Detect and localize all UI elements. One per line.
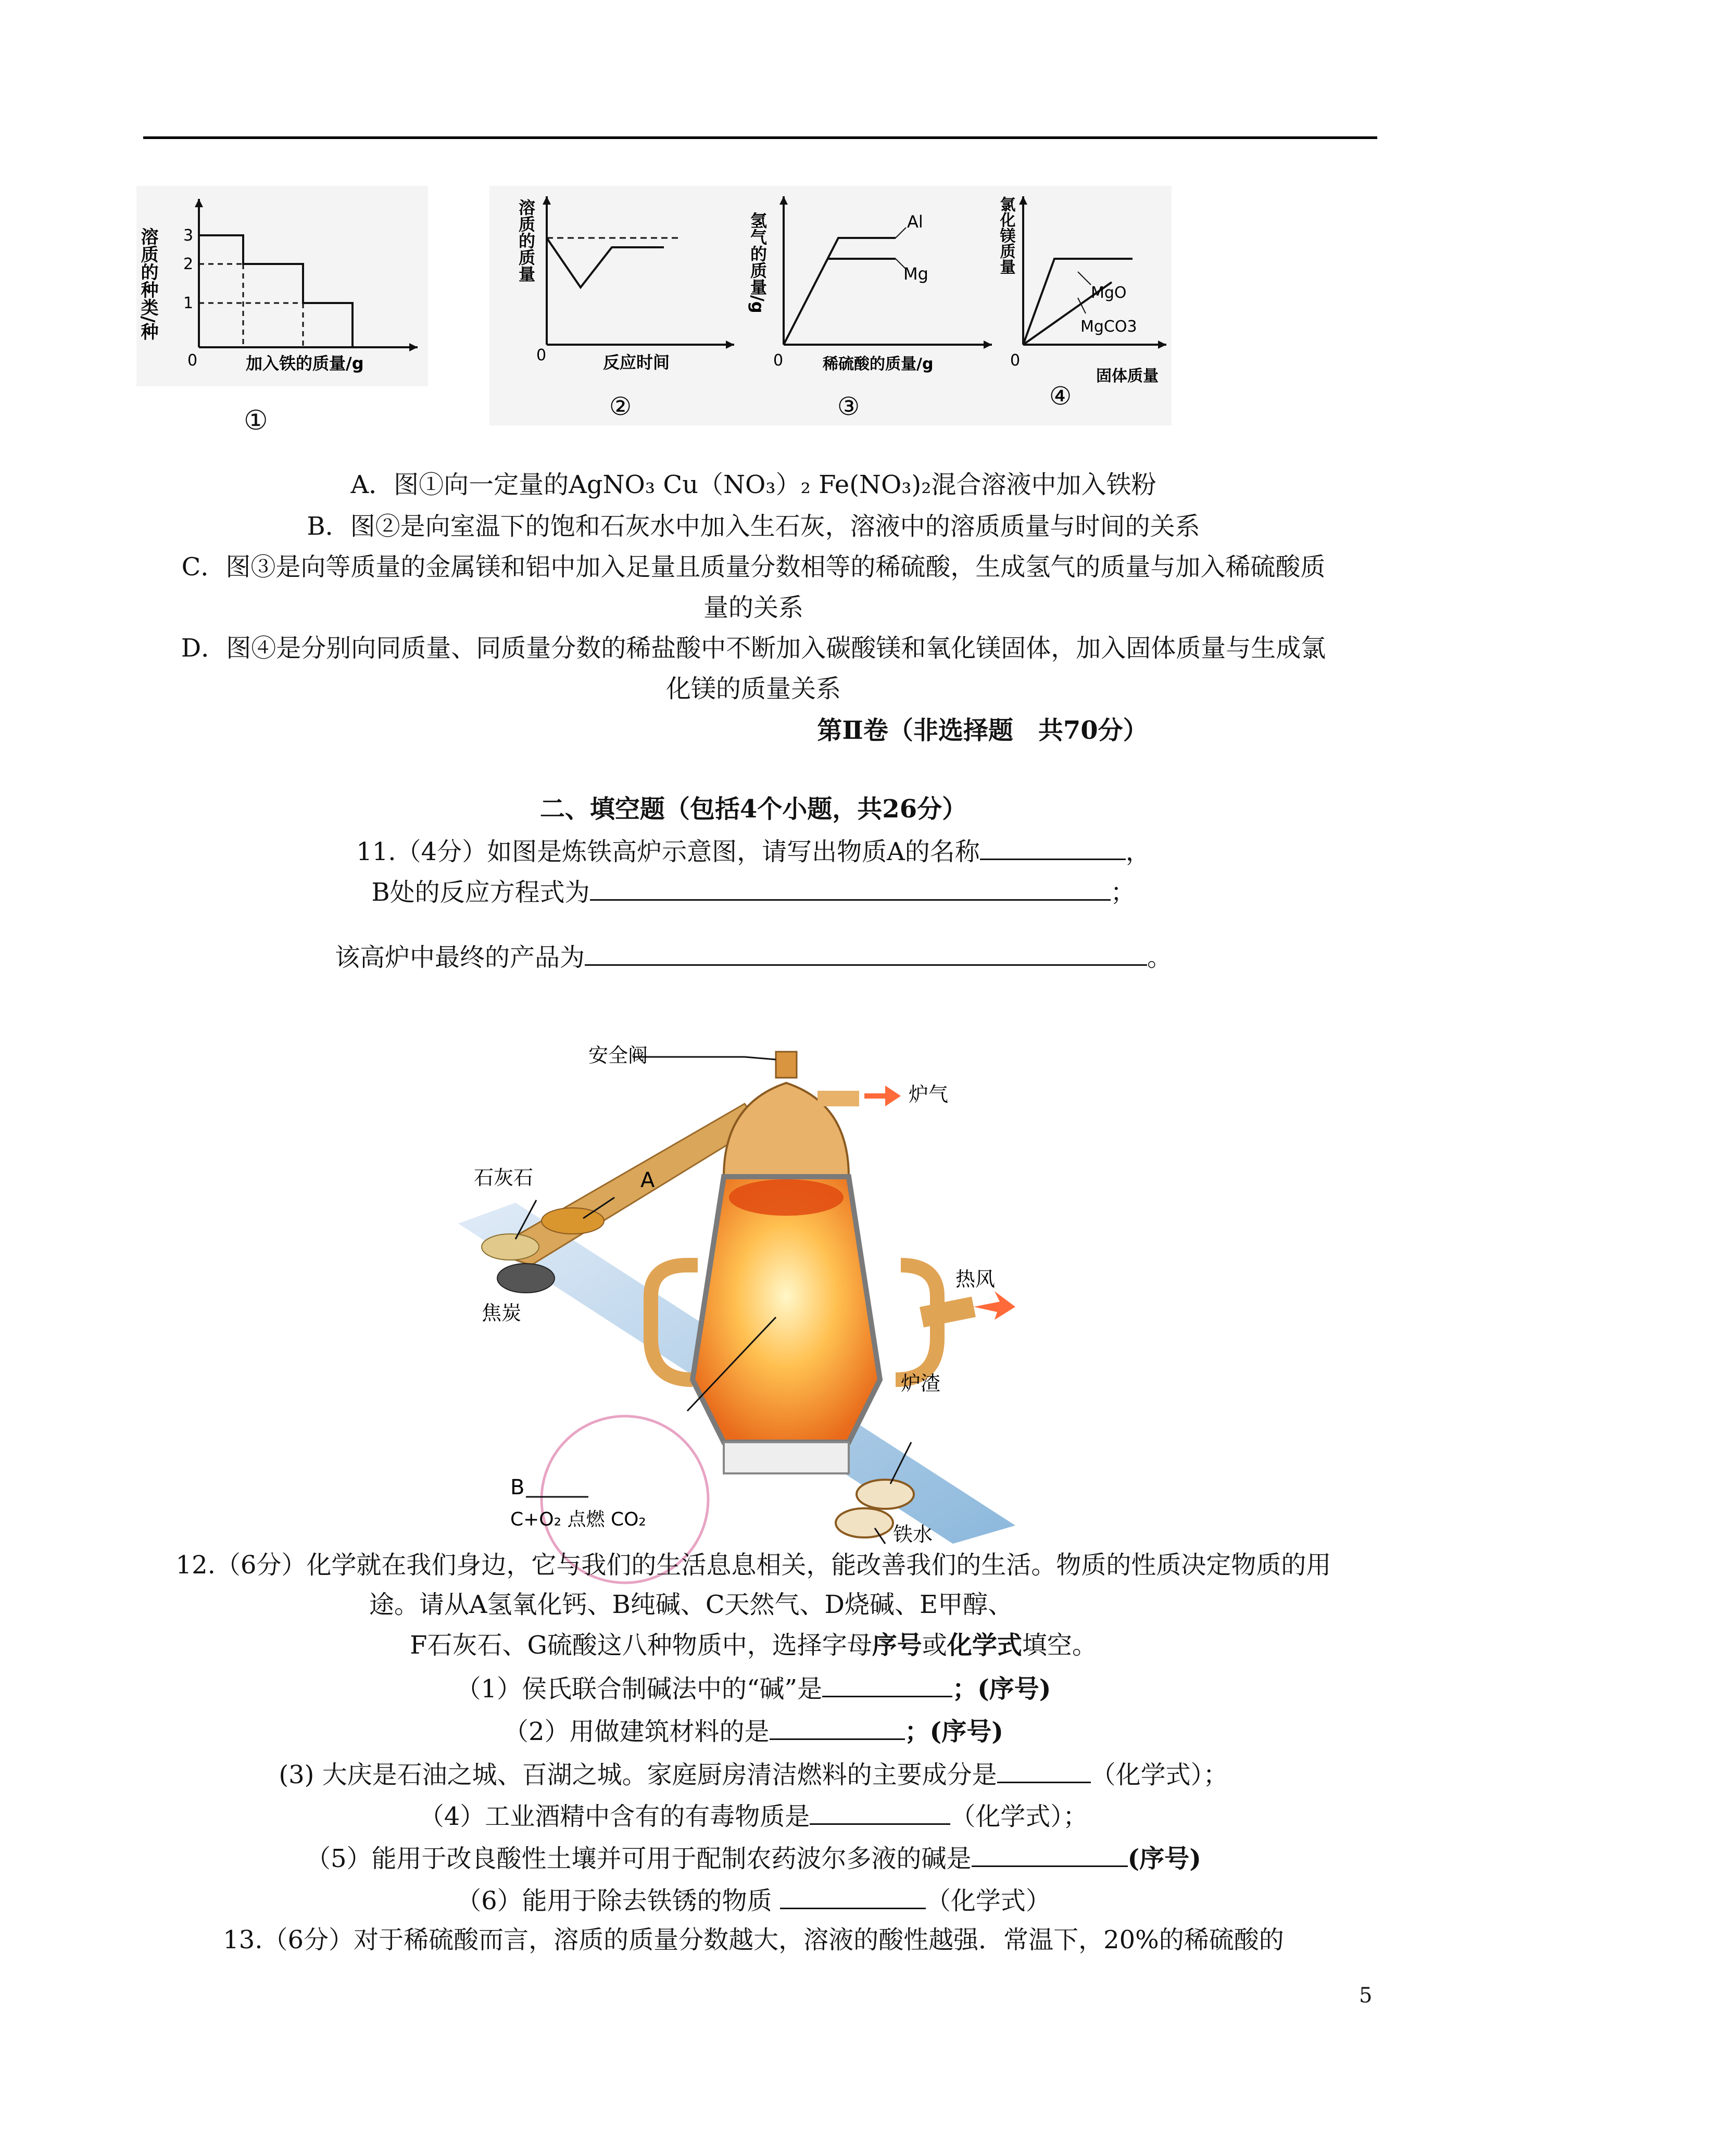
q12-sub1-text: （1）侯氏联合制碱法中的“碱”是 — [456, 1674, 823, 1704]
graph-2-y-label: 溶质的质量 — [516, 199, 536, 282]
graph-3-al-label: Al — [907, 212, 923, 232]
label-a: A — [640, 1168, 655, 1192]
q12-instruction-b: 序号 — [872, 1631, 922, 1660]
q12-line3 — [0, 1626, 1507, 1664]
graph-1-step-line — [199, 235, 353, 347]
q12-sub5-hint: (序号) — [1127, 1844, 1201, 1873]
option-b: B．图②是向室温下的饱和石灰水中加入生石灰，溶液中的溶质质量与时间的关系 — [307, 512, 1200, 541]
header-rule — [143, 136, 1377, 139]
label-slag: 炉渣 — [901, 1372, 941, 1395]
q12-sub6-text: （6）能用于除去铁锈的物质 — [456, 1886, 780, 1915]
label-b: B — [510, 1476, 525, 1499]
q12-sub1 — [0, 1669, 1507, 1708]
coke-pile — [497, 1264, 555, 1293]
graph-4-origin: 0 — [1010, 351, 1021, 370]
q12-line1: 12.（6分）化学就在我们身边，它与我们的生活息息相关，能改善我们的生活。物质的性质决定物质的用 — [175, 1550, 1331, 1580]
label-safety-valve: 安全阀 — [588, 1044, 648, 1067]
graph-2-solute-mass — [489, 186, 750, 425]
q12-instruction-e: 填空。 — [1022, 1631, 1097, 1660]
q13-line1: 13.（6分）对于稀硫酸而言，溶质的质量分数越大，溶液的酸性越强．常温下，20%的稀硫酸的 — [223, 1925, 1284, 1955]
q12-instruction-c: 或 — [922, 1631, 947, 1660]
q12-sub6-hint: （化学式） — [925, 1886, 1051, 1915]
q12-sub3-text: (3) 大庆是石油之城、百湖之城。家庭厨房清洁燃料的主要成分是 — [279, 1760, 997, 1789]
graph-1-tick-1: 1 — [183, 294, 194, 312]
furnace-gas-arrow — [864, 1086, 901, 1106]
q12-sub1-blank[interactable] — [822, 1669, 952, 1697]
graph-4-number: ④ — [1049, 382, 1072, 411]
q11-line2 — [0, 872, 1507, 911]
q11-period: 。 — [1147, 943, 1173, 972]
q12-sub5 — [0, 1838, 1507, 1877]
q11-blank-b[interactable] — [590, 872, 1111, 901]
q11-text-b: B处的反应方程式为 — [371, 878, 590, 907]
q11-semicolon: ； — [1110, 878, 1136, 907]
q12-instruction-d: 化学式 — [947, 1631, 1022, 1660]
furnace-body — [693, 1177, 880, 1442]
q12-sub5-text: （5）能用于改良酸性土壤并可用于配制农药波尔多液的碱是 — [306, 1844, 972, 1873]
graph-4-magnesium-chloride-mass — [997, 186, 1172, 425]
q12-sub2-text: （2）用做建筑材料的是 — [504, 1717, 770, 1746]
label-coke: 焦炭 — [482, 1302, 522, 1325]
graph-4-y-label: 氯化镁质量 — [997, 196, 1015, 274]
graph-3-al-line — [784, 238, 896, 345]
q12-line2: 途。请从A氢氧化钙、B纯碱、C天然气、D烧碱、E甲醇、 — [369, 1590, 1013, 1619]
q12-sub5-blank[interactable] — [972, 1838, 1128, 1867]
graph-3-origin: 0 — [773, 351, 784, 370]
slag-pot — [857, 1480, 914, 1509]
graph-1-tick-3: 3 — [183, 226, 194, 245]
graph-3-hydrogen-mass — [750, 186, 1000, 425]
q12-instruction-a: F石灰石、G硫酸这八种物质中，选择字母 — [410, 1631, 872, 1660]
q11-blank-c[interactable] — [585, 937, 1147, 966]
graph-1-tick-2: 2 — [183, 255, 194, 273]
option-c-line2: 量的关系 — [703, 593, 803, 622]
graph-3-mg-label: Mg — [903, 264, 928, 284]
q12-sub4 — [0, 1796, 1507, 1835]
q12-sub2-blank[interactable] — [770, 1711, 905, 1740]
q11-text-c: 该高炉中最终的产品为 — [334, 943, 585, 972]
option-d-line2: 化镁的质量关系 — [665, 674, 841, 703]
limestone-pile — [482, 1234, 539, 1260]
q12-sub6 — [0, 1881, 1507, 1920]
part-2-heading: 第Ⅱ卷（非选择题 共70分） — [817, 716, 1148, 745]
q12-sub3-hint: （化学式）； — [1090, 1760, 1228, 1789]
q11-blank-a[interactable] — [980, 831, 1126, 860]
q11-comma: ， — [1125, 837, 1151, 866]
q11-line3 — [0, 937, 1507, 976]
label-furnace-gas: 炉气 — [909, 1083, 949, 1106]
graph-4-x-label: 固体质量 — [1096, 367, 1159, 385]
graph-1-solute-types — [136, 186, 428, 386]
q12-sub6-blank[interactable] — [780, 1881, 926, 1909]
q12-sub2 — [0, 1711, 1507, 1750]
graph-2-x-label: 反应时间 — [603, 352, 670, 372]
q11-text-a: 11.（4分）如图是炼铁高炉示意图，请写出物质A的名称 — [356, 837, 980, 866]
hearth — [724, 1442, 849, 1473]
graph-4-mgo-label: MgO — [1091, 284, 1127, 302]
graph-3-number: ③ — [837, 392, 860, 421]
label-molten-iron: 铁水 — [893, 1523, 933, 1546]
hot-air-pipe — [922, 1307, 974, 1317]
graph-3-x-label: 稀硫酸的质量/g — [823, 355, 934, 373]
option-c-line1: C．图③是向等质量的金属镁和铝中加入足量且质量分数相等的稀硫酸，生成氢气的质量与加入稀硫酸质 — [181, 552, 1326, 582]
iron-pot — [836, 1508, 893, 1537]
graph-1-origin: 0 — [187, 351, 198, 370]
q12-sub3 — [0, 1755, 1507, 1794]
graph-2-number: ② — [609, 392, 632, 421]
graph-4-mgco3-label: MgCO3 — [1080, 318, 1137, 336]
q12-sub2-hint: ；(序号) — [904, 1717, 1003, 1746]
page-number: 5 — [1359, 1984, 1373, 2008]
section-2-heading: 二、填空题（包括4个小题，共26分） — [539, 795, 967, 824]
option-a: A．图①向一定量的AgNO₃ Cu（NO₃）₂ Fe(NO₃)₂混合溶液中加入铁粉 — [350, 470, 1156, 499]
option-d-line1: D．图④是分别向同质量、同质量分数的稀盐酸中不断加入碳酸镁和氧化镁固体，加入固体质量与生成氯 — [181, 634, 1326, 663]
graph-2-curve — [547, 238, 664, 287]
graph-1-x-label: 加入铁的质量/g — [246, 354, 364, 373]
hot-air-arrow — [974, 1291, 1015, 1320]
label-limestone: 石灰石 — [474, 1166, 534, 1189]
graph-1-number: ① — [244, 405, 268, 436]
graph-3-y-label: 氢气的质量/g — [748, 212, 768, 313]
q12-sub3-blank[interactable] — [997, 1755, 1091, 1783]
q12-sub1-hint: ；(序号) — [952, 1674, 1051, 1704]
q12-sub4-blank[interactable] — [810, 1796, 950, 1825]
q11-line1 — [0, 831, 1507, 871]
q12-sub4-hint: （化学式）； — [950, 1802, 1088, 1831]
ore-a-pile — [542, 1208, 604, 1234]
blast-furnace-diagram — [453, 1046, 1052, 1546]
label-hot-air: 热风 — [955, 1268, 996, 1291]
q12-sub4-text: （4）工业酒精中含有的有毒物质是 — [419, 1802, 810, 1831]
graph-2-origin: 0 — [536, 346, 547, 364]
graph-1-y-label: 溶质的种类/种 — [137, 228, 158, 341]
label-equation: C+O₂ 点燃 CO₂ — [510, 1509, 646, 1530]
